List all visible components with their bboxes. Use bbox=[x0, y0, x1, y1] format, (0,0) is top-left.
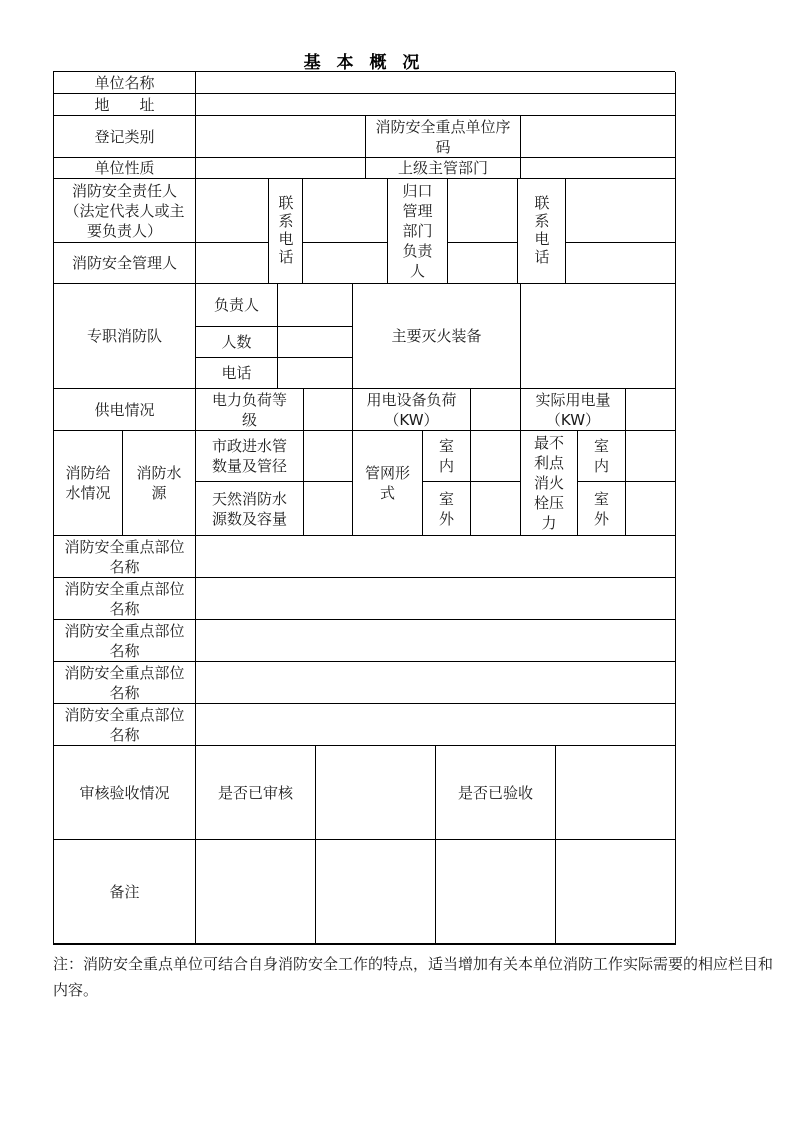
address-label: 地 址 bbox=[54, 94, 196, 116]
network-outdoor-value bbox=[471, 482, 521, 536]
natural-source-value bbox=[304, 482, 353, 536]
brigade-headcount-value bbox=[278, 327, 353, 358]
centralized-phone-value-2 bbox=[566, 243, 676, 284]
pressure-outdoor-value bbox=[626, 482, 676, 536]
brigade-phone-label: 电话 bbox=[196, 358, 278, 389]
key-part-value bbox=[196, 578, 676, 620]
footnote: 注：消防安全重点单位可结合自身消防安全工作的特点，适当增加有关本单位消防工作实际需要的相应栏目和内容。 bbox=[53, 955, 774, 999]
key-part-label: 消防安全重点部位名称 bbox=[54, 704, 196, 746]
section-brigade bbox=[54, 284, 675, 389]
key-part-value bbox=[196, 704, 676, 746]
accepted-value bbox=[556, 746, 676, 840]
responsible-phone-value bbox=[303, 179, 388, 243]
review-status-label: 审核验收情况 bbox=[54, 746, 196, 840]
manager-phone-value bbox=[303, 243, 388, 284]
water-source-label: 消防水源 bbox=[123, 431, 196, 536]
actual-usage-label: 实际用电量（KW） bbox=[521, 389, 626, 431]
page-title: 基 本 概 况 bbox=[303, 53, 425, 73]
reviewed-value bbox=[316, 746, 436, 840]
remarks-value bbox=[556, 840, 676, 945]
main-equipment-label: 主要灭火装备 bbox=[353, 284, 521, 389]
key-unit-code-label: 消防安全重点单位序码 bbox=[366, 116, 521, 158]
device-load-value bbox=[471, 389, 521, 431]
contact-phone-label-1: 联系电话 bbox=[269, 179, 303, 284]
pressure-outdoor-label: 室外 bbox=[578, 482, 626, 536]
power-load-grade-label: 电力负荷等级 bbox=[196, 389, 304, 431]
safety-manager-value bbox=[196, 243, 269, 284]
registration-type-value bbox=[196, 116, 366, 158]
safety-manager-label: 消防安全管理人 bbox=[54, 243, 196, 284]
basic-overview-table bbox=[53, 71, 675, 945]
accepted-label: 是否已验收 bbox=[436, 746, 556, 840]
unit-nature-value bbox=[196, 158, 366, 179]
brigade-phone-value bbox=[278, 358, 353, 389]
pressure-indoor-label: 室内 bbox=[578, 431, 626, 482]
responsible-person-label: 消防安全责任人（法定代表人或主要负责人） bbox=[54, 179, 196, 243]
fire-brigade-label: 专职消防队 bbox=[54, 284, 196, 389]
brigade-leader-label: 负责人 bbox=[196, 284, 278, 327]
superior-dept-value bbox=[521, 158, 676, 179]
key-part-label: 消防安全重点部位名称 bbox=[54, 536, 196, 578]
network-indoor-label: 室内 bbox=[423, 431, 471, 482]
municipal-pipe-value bbox=[304, 431, 353, 482]
unit-name-value bbox=[196, 72, 676, 94]
municipal-pipe-label: 市政进水管数量及管径 bbox=[196, 431, 304, 482]
hydrant-pressure-label: 最不利点消火栓压力 bbox=[521, 431, 578, 536]
actual-usage-value bbox=[626, 389, 676, 431]
key-part-label: 消防安全重点部位名称 bbox=[54, 578, 196, 620]
section-persons bbox=[54, 179, 675, 284]
remarks-value bbox=[436, 840, 556, 945]
pressure-indoor-value bbox=[626, 431, 676, 482]
contact-phone-label-2: 联系电话 bbox=[518, 179, 566, 284]
section-registration bbox=[54, 116, 675, 179]
responsible-person-value bbox=[196, 179, 269, 243]
network-indoor-value bbox=[471, 431, 521, 482]
section-review bbox=[54, 746, 675, 840]
remarks-value bbox=[196, 840, 316, 945]
key-part-value bbox=[196, 620, 676, 662]
brigade-headcount-label: 人数 bbox=[196, 327, 278, 358]
registration-type-label: 登记类别 bbox=[54, 116, 196, 158]
brigade-leader-value bbox=[278, 284, 353, 327]
section-key-parts bbox=[54, 536, 675, 746]
unit-nature-label: 单位性质 bbox=[54, 158, 196, 179]
water-supply-label: 消防给水情况 bbox=[54, 431, 123, 536]
address-value bbox=[196, 94, 676, 116]
network-outdoor-label: 室外 bbox=[423, 482, 471, 536]
centralized-dept-label: 归口管理部门负责人 bbox=[388, 179, 448, 284]
natural-source-label: 天然消防水源数及容量 bbox=[196, 482, 304, 536]
key-unit-code-value bbox=[521, 116, 676, 158]
remarks-label: 备注 bbox=[54, 840, 196, 945]
section-unit-address bbox=[54, 72, 675, 116]
centralized-dept-value-1 bbox=[448, 179, 518, 243]
reviewed-label: 是否已审核 bbox=[196, 746, 316, 840]
section-power bbox=[54, 389, 675, 431]
key-part-value bbox=[196, 536, 676, 578]
device-load-label: 用电设备负荷（KW） bbox=[353, 389, 471, 431]
power-supply-label: 供电情况 bbox=[54, 389, 196, 431]
key-part-value bbox=[196, 662, 676, 704]
power-load-grade-value bbox=[304, 389, 353, 431]
key-part-label: 消防安全重点部位名称 bbox=[54, 662, 196, 704]
centralized-dept-value-2 bbox=[448, 243, 518, 284]
pipe-network-label: 管网形式 bbox=[353, 431, 423, 536]
unit-name-label: 单位名称 bbox=[54, 72, 196, 94]
section-water bbox=[54, 431, 675, 536]
main-equipment-value bbox=[521, 284, 676, 389]
superior-dept-label: 上级主管部门 bbox=[366, 158, 521, 179]
centralized-phone-value-1 bbox=[566, 179, 676, 243]
remarks-value bbox=[316, 840, 436, 945]
section-remarks bbox=[54, 840, 675, 945]
key-part-label: 消防安全重点部位名称 bbox=[54, 620, 196, 662]
